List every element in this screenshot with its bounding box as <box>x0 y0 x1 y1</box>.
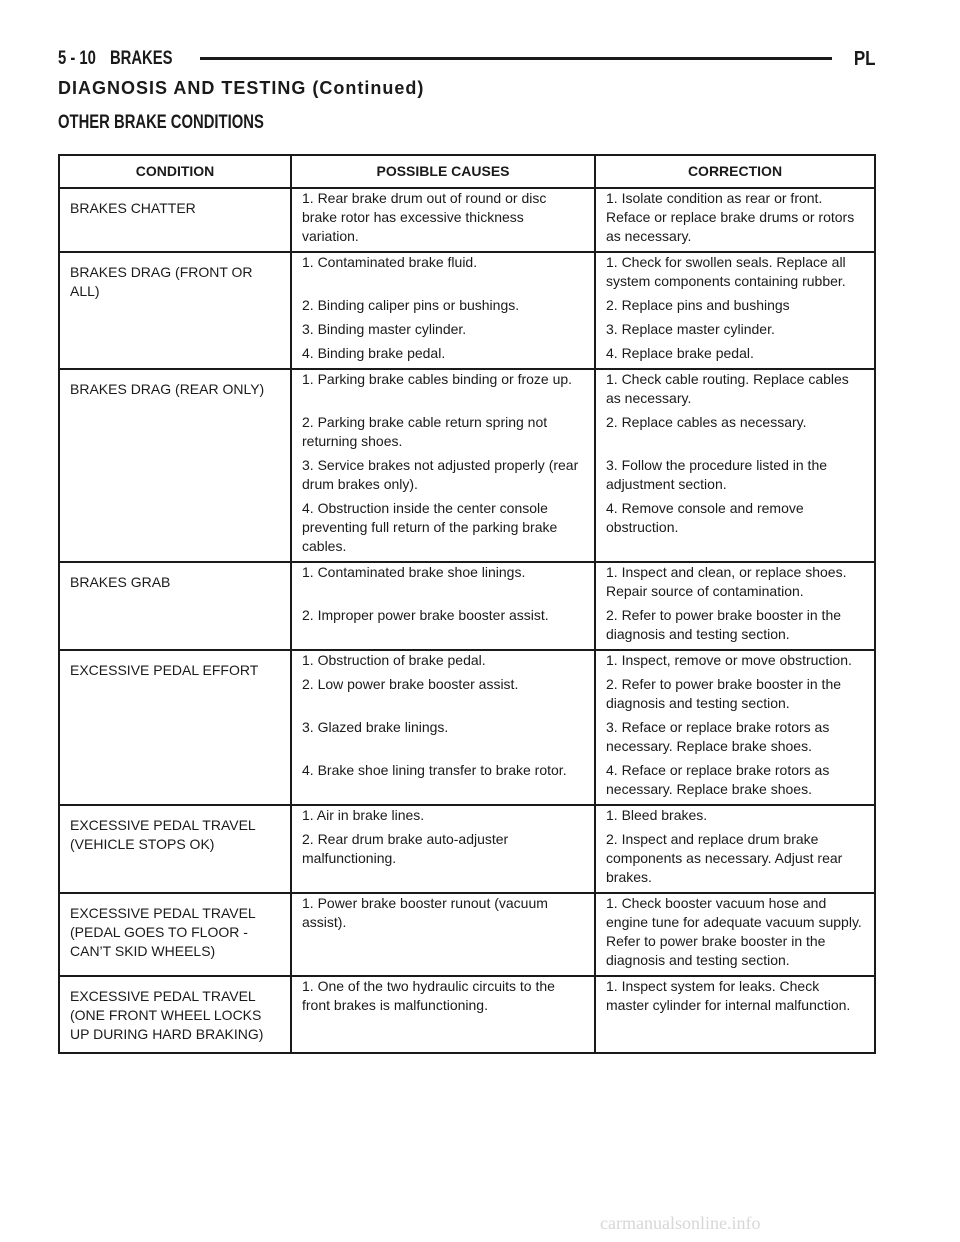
correction-text: 3. Reface or replace brake rotors as necessary. Replace brake shoes. <box>606 719 830 754</box>
corrections-cell <box>595 893 875 976</box>
condition-cell: BRAKES CHATTER <box>59 188 291 252</box>
correction-text: 1. Check booster vacuum hose and engine tune for adequate vacuum supply. Refer to power brake booster in the diagnosis and testing section. <box>606 895 862 968</box>
table-header-row <box>59 155 875 188</box>
watermark-text: carmanualsonline.info <box>600 1213 761 1233</box>
correction-text: 1. Inspect system for leaks. Check master cylinder for internal malfunction. <box>606 978 851 1013</box>
correction-text: 2. Replace pins and bushings <box>606 297 790 313</box>
section-title: DIAGNOSIS AND TESTING (Continued) <box>58 78 425 98</box>
conditions-table <box>58 154 876 1054</box>
table-row <box>59 805 875 893</box>
cause-text: 4. Obstruction inside the center console preventing full return of the parking brake cables. <box>302 500 558 554</box>
correction-text: 1. Inspect, remove or move obstruction. <box>606 652 852 668</box>
correction-text: 2. Refer to power brake booster in the diagnosis and testing section. <box>606 676 842 711</box>
corrections-cell <box>595 976 875 1053</box>
cause-text: 1. One of the two hydraulic circuits to the front brakes is malfunctioning. <box>302 978 555 1013</box>
cause-text: 1. Parking brake cables binding or froze up. <box>302 371 573 387</box>
cause-text: 1. Contaminated brake shoe linings. <box>302 564 526 580</box>
causes-cell <box>291 562 595 650</box>
cause-text: 4. Brake shoe lining transfer to brake rotor. <box>302 762 567 778</box>
column-header-causes: POSSIBLE CAUSES <box>291 155 595 188</box>
causes-cell <box>291 650 595 805</box>
condition-cell: BRAKES DRAG (REAR ONLY) <box>59 369 291 562</box>
table-row <box>59 650 875 805</box>
correction-text: 2. Inspect and replace drum brake components as necessary. Adjust rear brakes. <box>606 831 843 885</box>
condition-cell: EXCESSIVE PEDAL TRAVEL (VEHICLE STOPS OK) <box>59 805 291 893</box>
correction-text: 2. Refer to power brake booster in the diagnosis and testing section. <box>606 607 842 642</box>
causes-cell <box>291 893 595 976</box>
cause-text: 1. Power brake booster runout (vacuum assist). <box>302 895 548 930</box>
cause-text: 3. Glazed brake linings. <box>302 719 449 735</box>
table-row <box>59 188 875 252</box>
correction-text: 3. Follow the procedure listed in the adjustment section. <box>606 457 828 492</box>
correction-text: 1. Isolate condition as rear or front. Reface or replace brake drums or rotors as necessary. <box>606 190 855 244</box>
correction-text: 1. Check cable routing. Replace cables as necessary. <box>606 371 849 406</box>
cause-text: 4. Binding brake pedal. <box>302 345 446 361</box>
correction-text: 3. Replace master cylinder. <box>606 321 775 337</box>
causes-cell <box>291 369 595 562</box>
header-rule <box>200 57 832 60</box>
corrections-cell <box>595 252 875 369</box>
cause-text: 2. Improper power brake booster assist. <box>302 607 549 623</box>
cause-text: 3. Service brakes not adjusted properly (rear drum brakes only). <box>302 457 579 492</box>
causes-cell <box>291 188 595 252</box>
table-row <box>59 976 875 1053</box>
page-header <box>58 44 876 74</box>
cause-text: 1. Contaminated brake fluid. <box>302 254 478 270</box>
condition-cell: EXCESSIVE PEDAL EFFORT <box>59 650 291 805</box>
correction-text: 1. Inspect and clean, or replace shoes. Repair source of contamination. <box>606 564 847 599</box>
cause-text: 1. Obstruction of brake pedal. <box>302 652 486 668</box>
table-title: OTHER BRAKE CONDITIONS <box>58 112 264 133</box>
table-row <box>59 562 875 650</box>
corrections-cell <box>595 369 875 562</box>
cause-text: 2. Rear drum brake auto-adjuster malfunctioning. <box>302 831 509 866</box>
causes-cell <box>291 252 595 369</box>
cause-text: 2. Parking brake cable return spring not returning shoes. <box>302 414 548 449</box>
corrections-cell <box>595 188 875 252</box>
corrections-cell <box>595 805 875 893</box>
condition-cell: EXCESSIVE PEDAL TRAVEL (PEDAL GOES TO FLOOR - CAN’T SKID WHEELS) <box>59 893 291 976</box>
table-row <box>59 893 875 976</box>
condition-cell: BRAKES DRAG (FRONT OR ALL) <box>59 252 291 369</box>
causes-cell <box>291 805 595 893</box>
corrections-cell <box>595 650 875 805</box>
correction-text: 1. Bleed brakes. <box>606 807 708 823</box>
table-row <box>59 252 875 369</box>
table-body <box>59 188 875 1053</box>
correction-text: 2. Replace cables as necessary. <box>606 414 807 430</box>
correction-text: 4. Reface or replace brake rotors as necessary. Replace brake shoes. <box>606 762 830 797</box>
cause-text: 2. Binding caliper pins or bushings. <box>302 297 520 313</box>
model-code: PL <box>854 48 876 70</box>
correction-text: 1. Check for swollen seals. Replace all system components containing rubber. <box>606 254 846 289</box>
cause-text: 3. Binding master cylinder. <box>302 321 467 337</box>
section-name: BRAKES <box>109 48 173 69</box>
header-left <box>58 48 173 70</box>
table-row <box>59 369 875 562</box>
correction-text: 4. Remove console and remove obstruction. <box>606 500 804 535</box>
condition-cell: EXCESSIVE PEDAL TRAVEL (ONE FRONT WHEEL LOCKS UP DURING HARD BRAKING) <box>70 988 264 1042</box>
column-header-correction: CORRECTION <box>595 155 875 188</box>
causes-cell <box>291 976 595 1053</box>
cause-text: 2. Low power brake booster assist. <box>302 676 519 692</box>
correction-text: 4. Replace brake pedal. <box>606 345 754 361</box>
page-number: 5 - 10 <box>58 48 96 69</box>
condition-cell: BRAKES GRAB <box>59 562 291 650</box>
cause-text: 1. Rear brake drum out of round or disc brake rotor has excessive thickness variation. <box>302 190 547 244</box>
corrections-cell <box>595 562 875 650</box>
cause-text: 1. Air in brake lines. <box>302 807 425 823</box>
column-header-condition: CONDITION <box>59 155 291 188</box>
